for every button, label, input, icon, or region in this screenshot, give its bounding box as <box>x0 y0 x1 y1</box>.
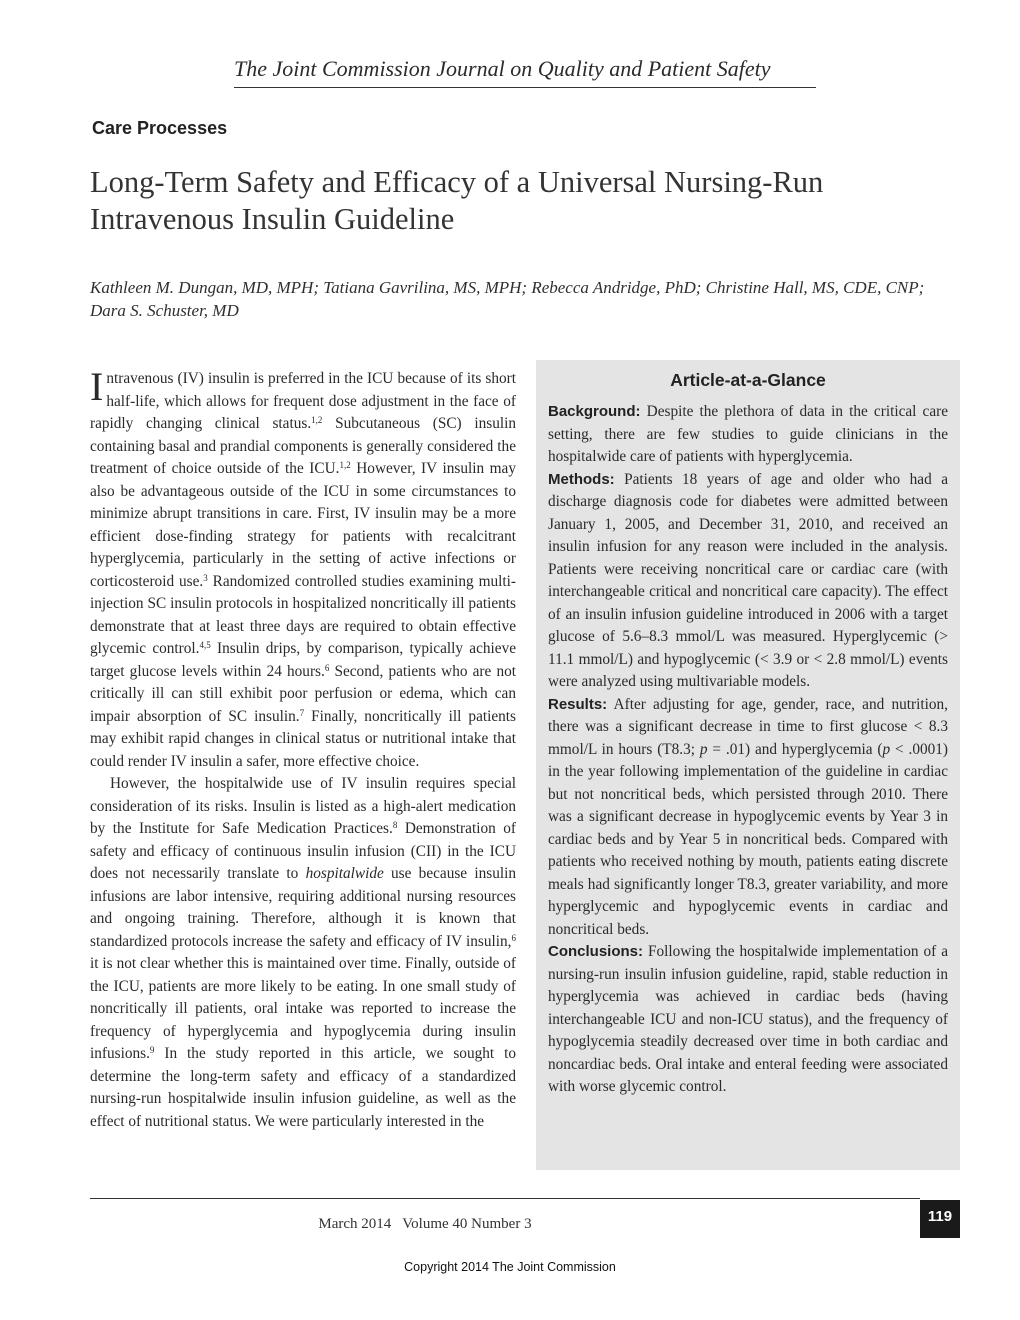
drop-cap: I <box>90 364 104 409</box>
citation-ref: 6 <box>324 662 330 673</box>
glance-background <box>548 401 948 469</box>
methods-text: Patients 18 years of age and older who had a discharge diagnosis code for diabetes were admitted between January 1, 2005, and December 31, 2010, and received an insulin infusion for any reason were included in the analysis. Patients were receiving noncritical care or cardiac care (with interchangeable critical and noncritical care capacity). The effect of an insulin infusion guideline introduced in 2006 with a target glucose of 5.6–8.3 mmol/L was measured. Hyperglycemic (> 11.1 mmol/L) and hypoglycemic (< 3.9 or < 2.8 mmol/L) events were analyzed using multivariable models. <box>548 470 948 690</box>
citation-ref: 6 <box>511 932 516 943</box>
citation-ref: 7 <box>299 707 305 718</box>
body-text: use because insulin infusions are labor intensive, requiring additional nursing resources and ongoing training. Therefore, although it is known that standardized protocols increase the safety and efficacy of IV insulin, <box>90 865 517 950</box>
body-text: Second, patients who are not critically ill can still exhibit poor perfusion or edema, which can impair absorption of SC insulin. <box>90 662 516 725</box>
results-label: Results: <box>548 695 608 713</box>
article-title: Long-Term Safety and Efficacy of a Universal Nursing-Run Intravenous Insulin Guideline <box>90 165 824 236</box>
journal-title: The Joint Commission Journal on Quality and Patient Safety <box>234 56 816 88</box>
results-text: < .0001) in the year following implementation of the guideline in cardiac but not noncritical beds, which persisted through 2010. There was a significant decrease in hypoglycemic events by Year 3 in cardiac beds and by Year 5 in noncritical beds. Compared with patients who received nothing by mouth, patients eating discrete meals had significantly longer T8.3, greater variability, and more hyperglycemic and hypoglycemic events in cardiac and noncritical beds. <box>548 740 949 938</box>
glance-methods <box>548 469 948 694</box>
p-value-symbol: p <box>882 740 891 758</box>
body-text: In the study reported in this article, we sought to determine the long-term safety and efficacy of a standardized nursing-run hospitalwide insulin infusion guideline, as well as the effect of nutritional status. We were particularly interested in the <box>90 1045 516 1130</box>
body-paragraph-1 <box>90 364 517 773</box>
glance-title: Article-at-a-Glance <box>670 370 826 390</box>
body-text: Insulin drips, by comparison, typically achieve target glucose levels within 24 hours. <box>90 640 517 680</box>
background-label: Background: <box>548 403 641 420</box>
body-text: Randomized controlled studies examining multi-injection SC insulin protocols in hospitalized noncritically ill patients demonstrate that at least three days are required to obtain effective glycemic control. <box>90 572 516 657</box>
p-value-symbol: p <box>699 740 708 758</box>
citation-ref: 1,2 <box>311 415 323 425</box>
body-text: Demonstration of safety and efficacy of continuous insulin infusion (CII) in the ICU does not necessarily translate to <box>90 820 516 882</box>
citation-ref: 3 <box>203 572 208 583</box>
page-number: 119 <box>920 1200 960 1238</box>
body-text: However, the hospitalwide use of IV insulin requires special consideration of its risks. Insulin is listed as a high-alert medication by the Institute for Safe Medication Practices. <box>90 775 516 837</box>
citation-ref: 1,2 <box>339 460 351 470</box>
emphasis-text: hospitalwide <box>305 865 384 882</box>
results-text: = .01) and hyperglycemia ( <box>707 740 883 758</box>
author-list: Kathleen M. Dungan, MD, MPH; Tatiana Gavrilina, MS, MPH; Rebecca Andridge, PhD; Christine Hall, MS, CDE, CNP; Dara S. Schuster, MD <box>90 278 925 320</box>
section-label: Care Processes <box>92 118 228 138</box>
issue-info: March 2014 Volume 40 Number 3 <box>318 1216 532 1232</box>
citation-ref: 4,5 <box>199 640 211 650</box>
citation-ref: 8 <box>392 820 398 830</box>
body-paragraph-2 <box>90 773 516 1133</box>
body-text: ntravenous (IV) insulin is preferred in the ICU because of its short half-life, which allows for frequent dose adjustment in the face of rapidly changing clinical status. <box>90 370 516 432</box>
methods-label: Methods: <box>548 470 615 488</box>
copyright-notice: Copyright 2014 The Joint Commission <box>404 1260 616 1274</box>
article-at-a-glance-box <box>536 360 960 1170</box>
citation-ref: 9 <box>149 1045 155 1055</box>
glance-conclusions <box>548 941 948 1099</box>
footer-divider <box>90 1198 920 1199</box>
body-text: Finally, noncritically ill patients may exhibit rapid changes in clinical status or nutritional intake that could render IV insulin a safer, more effective choice. <box>90 707 516 770</box>
body-text: it is not clear whether this is maintained over time. Finally, outside of the ICU, patients are more likely to be eating. In one small study of noncritically ill patients, oral intake was reported to increase the frequency of hyperglycemia and hypoglycemia during insulin infusions. <box>90 955 516 1062</box>
body-column <box>90 364 517 1133</box>
glance-results <box>548 694 948 942</box>
conclusions-text: Following the hospitalwide implementation of a nursing-run insulin infusion guideline, rapid, stable reduction in hyperglycemia was achieved in cardiac beds (having interchangeable ICU and non-ICU status), and the frequency of hypoglycemia steadily decreased over time in both cardiac and noncardiac beds. Oral intake and enteral feeding were associated with worse glycemic control. <box>548 943 948 1095</box>
conclusions-label: Conclusions: <box>548 943 644 960</box>
body-text: Subcutaneous (SC) insulin containing basal and prandial components is generally considered the treatment of choice outside of the ICU. <box>90 415 516 477</box>
background-text: Despite the plethora of data in the critical care setting, there are few studies to guide clinicians in the hospitalwide care of patients with hyperglycemia. <box>548 403 948 465</box>
results-text: After adjusting for age, gender, race, and nutrition, there was a significant decrease in time to first glucose < 8.3 mmol/L in hours (T8.3; <box>548 695 948 758</box>
body-text: However, IV insulin may also be advantageous outside of the ICU in some circumstances to minimize abrupt transitions in care. First, IV insulin may be a more efficient dose-finding strategy for patients with recalcitrant hyperglycemia, particularly in the setting of active infections or corticosteroid use. <box>90 460 516 590</box>
